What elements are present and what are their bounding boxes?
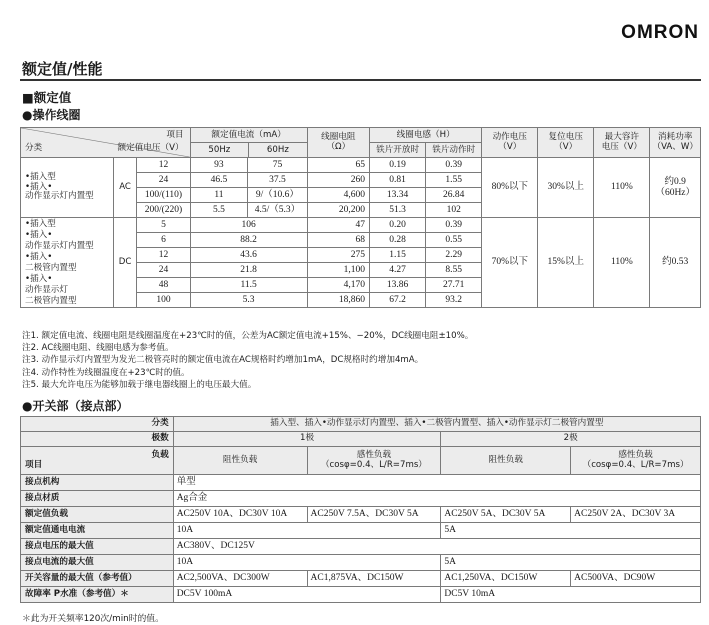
section-ratings-heading: ■额定值 [22,90,72,105]
ac-current-50hz: 93 [190,158,248,173]
dc-resistance: 47 [307,218,369,233]
dc-label: DC [113,218,137,308]
dc-type-line: 二极管内置型 [25,262,77,273]
load-resistive-1: 阻性负载 [173,447,307,475]
dc-inductance-close: 0.39 [426,218,482,233]
row-label: 接点电流的最大值 [21,555,174,571]
dc-inductance-close: 2.29 [426,248,482,263]
dc-type-line: •插入• [25,229,53,240]
contact-class-value: 插入型、插入•动作显示灯内置型、插入•二极管内置型、插入•动作显示灯二极管内置型 [173,417,700,432]
load-inductive-1 [307,447,441,475]
ac-voltage: 12 [137,158,190,173]
pole-1: 1极 [173,432,441,447]
dc-current: 43.6 [190,248,307,263]
coil-notes [22,330,473,391]
header-50hz: 50Hz [191,143,250,157]
row-label: 接点材质 [21,491,174,507]
header-coil-resistance-unit: （Ω） [326,141,351,152]
header-class-label: 分类 [25,143,43,154]
row-value: 5A [441,523,701,539]
dc-current: 5.3 [190,293,307,308]
load-inductive-label: 感性负载 [618,449,653,460]
row-label: 接点机构 [21,475,174,491]
dc-inductance-open: 0.28 [370,233,426,248]
header-dropout-label: 复位电压 [548,131,583,142]
header-coil-resistance-label: 线圈电阻 [321,131,356,142]
note: 注5. 最大允许电压为能够加载于继电器线圈上的电压最大值。 [22,379,257,390]
dc-inductance-open: 1.15 [370,248,426,263]
header-max-voltage-unit: 电压（V） [601,141,642,152]
header-coil-resistance [307,128,369,158]
dc-type-line: 动作显示灯内置型 [25,240,94,251]
ac-resistance: 20,200 [307,203,369,218]
header-pickup [482,128,538,158]
row-value: AC2,500VA、DC300W [173,571,307,587]
ac-type-line: 动作显示灯内置型 [25,191,94,202]
dc-inductance-close: 0.55 [426,233,482,248]
row-label: 故障率 P水准（参考值）＊ [21,587,174,603]
ac-current-60hz: 9/（10.6） [248,188,307,203]
contact-row [21,555,701,571]
dc-current: 106 [190,218,307,233]
note: 注4. 动作特性为线圈温度在+23℃时的值。 [22,367,190,378]
subsection-contacts-heading: ●开关部（接点部） [22,399,129,413]
dc-dropout: 15%以上 [538,218,594,308]
page-title: 额定值/性能 [22,60,103,78]
contact-row [21,491,701,507]
ac-row [21,158,701,173]
dc-resistance: 1,100 [307,263,369,278]
dc-voltage: 5 [137,218,190,233]
ac-inductance-close: 102 [426,203,482,218]
dc-resistance: 275 [307,248,369,263]
coil-table [20,127,701,308]
header-60hz: 60Hz [266,145,289,155]
row-value: AC250V 2A、DC30V 3A [571,507,701,523]
contact-load-label: 负载 [151,450,169,460]
dc-voltage: 6 [137,233,190,248]
dc-resistance: 68 [307,233,369,248]
ac-current-50hz: 11 [190,188,248,203]
dc-inductance-open: 0.20 [370,218,426,233]
contact-row [21,571,701,587]
ac-inductance-open: 13.34 [370,188,426,203]
header-armature-open: 铁片开放时 [370,143,426,157]
load-inductive-2 [571,447,701,475]
row-value: AC250V 10A、DC30V 10A [173,507,307,523]
dc-row [21,218,701,233]
row-value: AC250V 5A、DC30V 5A [441,507,571,523]
ac-type-line: •插入• [25,181,53,192]
contact-row [21,507,701,523]
dc-inductance-open: 13.86 [370,278,426,293]
dc-type-line: 动作显示灯 [25,284,68,295]
ac-voltage: 100/(110) [137,188,190,203]
ac-inductance-open: 0.81 [370,173,426,188]
dc-inductance-close: 27.71 [426,278,482,293]
row-label: 额定值负载 [21,507,174,523]
dc-current: 21.8 [190,263,307,278]
ac-pickup: 80%以下 [482,158,538,218]
ac-current-60hz: 4.5/（5.3） [248,203,307,218]
ac-power-value: 约0.9 [664,176,686,187]
ac-voltage: 200/(220) [137,203,190,218]
header-dropout [538,128,594,158]
dc-type-cell [21,218,114,308]
contact-header-corner [21,447,174,475]
ac-current-60hz: 37.5 [248,173,307,188]
ac-resistance: 260 [307,173,369,188]
pole-2: 2极 [441,432,701,447]
ac-inductance-close: 0.39 [426,158,482,173]
ac-inductance-open: 51.3 [370,203,426,218]
row-value: 10A [173,523,441,539]
row-value: AC1,875VA、DC150W [307,571,441,587]
ac-current-50hz: 5.5 [190,203,248,218]
ac-power-freq: （60Hz） [655,187,696,198]
contact-item-label: 项目 [25,460,43,471]
contact-row [21,539,701,555]
load-resistive-2: 阻性负载 [441,447,571,475]
contact-row [21,523,701,539]
row-value: AC500VA、DC90W [571,571,701,587]
ac-inductance-open: 0.19 [370,158,426,173]
dc-voltage: 24 [137,263,190,278]
header-max-voltage-label: 最大容许 [604,131,640,142]
dc-max-voltage: 110% [594,218,650,308]
note: 注1. 额定值电流、线圈电阻是线圈温度在+23℃时的值，公差为AC额定值电流+15%、−20%，DC线圈电阻±10%。 [22,331,474,341]
dc-voltage: 48 [137,278,190,293]
row-label: 接点电压的最大值 [21,539,174,555]
dc-type-line: 二极管内置型 [25,295,77,306]
header-power-unit: （VA、W） [652,141,698,152]
dc-inductance-open: 4.27 [370,263,426,278]
ac-current-60hz: 75 [248,158,307,173]
header-rated-current-label: 额定值电流（mA） [191,128,307,143]
dc-type-line: •插入• [25,251,53,262]
title-divider [20,79,701,81]
header-inductance-label: 线圈电感（H） [370,128,481,143]
dc-inductance-close: 93.2 [426,293,482,308]
ac-power [650,158,701,218]
contact-poles-label: 极数 [21,432,174,447]
row-label: 开关容量的最大值（参考值） [21,571,174,587]
ac-type-line: •插入型 [25,171,56,182]
contact-footnote: ＊此为开关频率120次/min时的值。 [22,614,164,624]
contact-table [20,416,701,603]
row-value: Ag合金 [173,491,700,507]
load-inductive-label: 感性负载 [356,449,392,460]
dc-voltage: 12 [137,248,190,263]
contact-row [21,475,701,491]
dc-voltage: 100 [137,293,190,308]
ac-current-50hz: 46.5 [190,173,248,188]
row-value: 单型 [173,475,700,491]
row-value: DC5V 100mA [173,587,441,603]
note: 注3. 动作显示灯内置型为发光二极管亮时的额定值电流在AC规格时约增加1mA，DC规格时约增加4mA。 [22,355,424,366]
header-item-label: 项目 [166,130,184,140]
load-inductive-condition: （cosφ=0.4、L/R=7ms） [320,459,427,470]
row-value: AC1,250VA、DC150W [441,571,571,587]
brand-logo: OMRON [621,22,699,43]
header-max-voltage [594,128,650,158]
subsection-coil-heading: ●操作线圈 [22,108,81,122]
header-inductance [370,128,482,158]
header-rated-voltage-label: 额定值电压（V） [117,143,184,154]
dc-inductance-close: 8.55 [426,263,482,278]
ac-label: AC [113,158,137,218]
dc-type-line: •插入• [25,273,53,284]
ac-voltage: 24 [137,173,190,188]
dc-pickup: 70%以下 [482,218,538,308]
dc-inductance-open: 67.2 [370,293,426,308]
header-pickup-unit: （V） [498,141,522,152]
row-value: AC250V 7.5A、DC30V 5A [307,507,441,523]
dc-resistance: 4,170 [307,278,369,293]
ac-inductance-close: 1.55 [426,173,482,188]
header-armature-close: 铁片动作时 [432,145,476,155]
dc-current: 11.5 [190,278,307,293]
note: 注2. AC线圈电阻、线圈电感为参考值。 [22,343,174,354]
ac-inductance-close: 26.84 [426,188,482,203]
dc-resistance: 18,860 [307,293,369,308]
header-dropout-unit: （V） [554,141,578,152]
header-power [650,128,701,158]
header-corner [21,128,191,158]
ac-resistance: 4,600 [307,188,369,203]
row-label: 额定值通电电流 [21,523,174,539]
ac-resistance: 65 [307,158,369,173]
row-value: DC5V 10mA [441,587,701,603]
row-value: 5A [441,555,701,571]
ac-max-voltage: 110% [594,158,650,218]
contact-row [21,587,701,603]
header-power-label: 消耗功率 [658,131,693,142]
ac-dropout: 30%以上 [538,158,594,218]
row-value: 10A [173,555,441,571]
dc-power: 约0.53 [650,218,701,308]
dc-type-line: •插入型 [25,218,56,229]
header-pickup-label: 动作电压 [492,131,527,142]
load-inductive-condition: （cosφ=0.4、L/R=7ms） [582,459,689,470]
row-value: AC380V、DC125V [173,539,700,555]
dc-current: 88.2 [190,233,307,248]
contact-class-label: 分类 [21,417,174,432]
ac-type-cell [21,158,114,218]
header-rated-current [190,128,307,158]
